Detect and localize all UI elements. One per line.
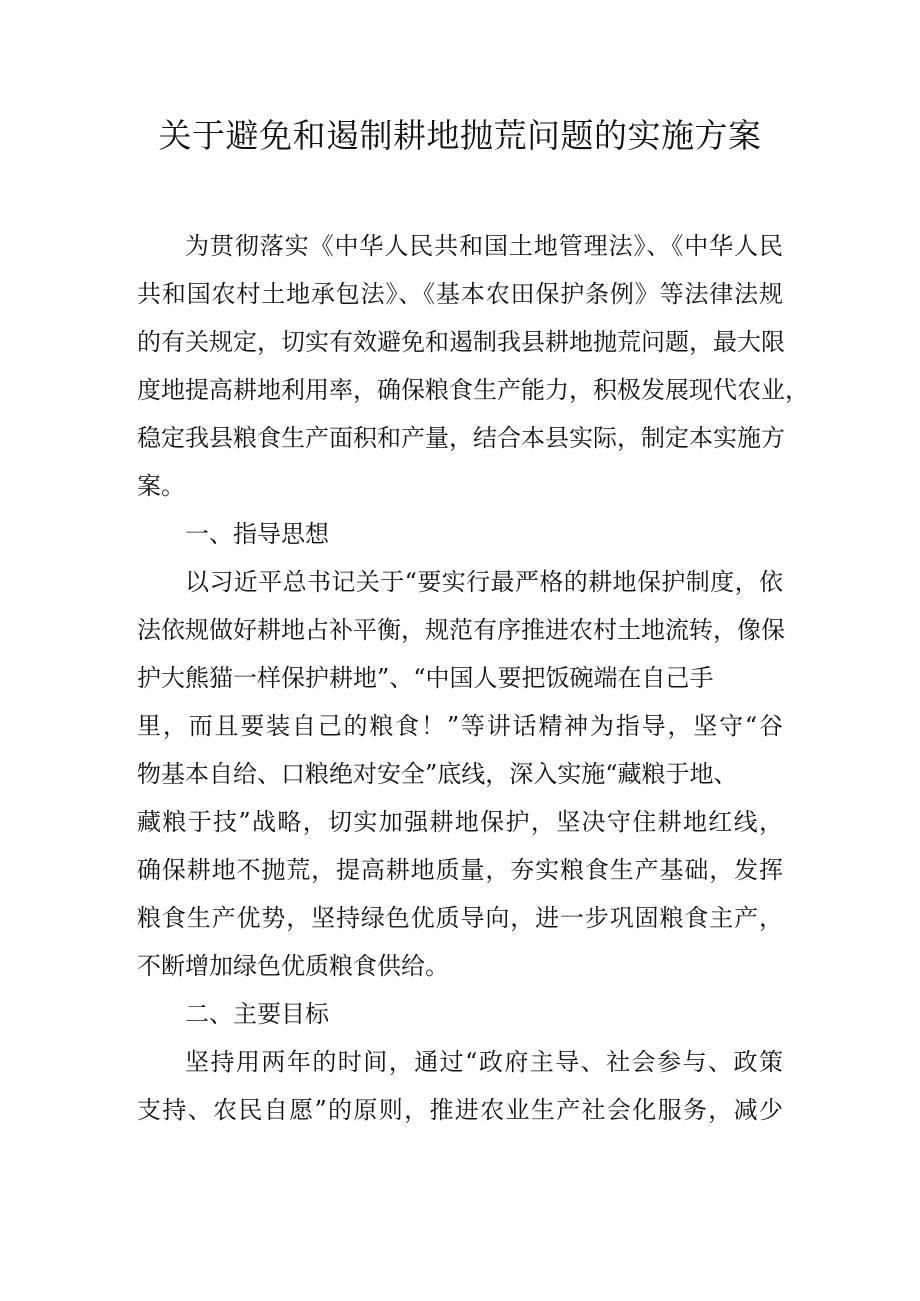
paragraph-line: 度地提高耕地利用率，确保粮食生产能力，积极发展现代农业， (137, 376, 809, 404)
guiding-ideology-paragraph (137, 558, 783, 990)
paragraph-line: 不断增加绿色优质粮食供给。 (137, 952, 449, 980)
paragraph-line: 里，而且要装自己的粮食！”等讲话精神为指导，坚守“谷 (137, 712, 783, 740)
main-goals-paragraph (137, 1038, 783, 1134)
paragraph-line: 稳定我县粮食生产面积和产量，结合本县实际，制定本实施方 (137, 424, 785, 452)
section-heading-main-goals: 二、主要目标 (185, 1000, 329, 1028)
paragraph-line: 案。 (137, 472, 185, 500)
paragraph-line: 粮食生产优势，坚持绿色优质导向，进一步巩固粮食主产， (137, 904, 783, 932)
paragraph-line: 共和国农村土地承包法》、《基本农田保护条例》等法律法规 (137, 280, 783, 308)
paragraph-line: 为贯彻落实《中华人民共和国土地管理法》、《中华人民 (185, 232, 783, 260)
paragraph-line: 确保耕地不抛荒，提高耕地质量，夯实粮食生产基础，发挥 (137, 856, 783, 884)
paragraph-line: 法依规做好耕地占补平衡，规范有序推进农村土地流转，像保 (137, 616, 785, 644)
intro-paragraph (137, 222, 809, 510)
document-body (137, 222, 809, 1134)
document-title: 关于避免和遏制耕地抛荒问题的实施方案 (158, 116, 762, 155)
paragraph-line: 以习近平总书记关于“要实行最严格的耕地保护制度，依 (185, 568, 783, 596)
section-heading-guiding-ideology: 一、指导思想 (185, 520, 329, 548)
paragraph-line: 护大熊猫一样保护耕地”、“中国人要把饭碗端在自己手 (137, 664, 714, 692)
paragraph-line: 物基本自给、口粮绝对安全”底线，深入实施“藏粮于地、 (137, 760, 738, 788)
paragraph-line: 支持、农民自愿”的原则，推进农业生产社会化服务，减少 (137, 1096, 783, 1124)
paragraph-line: 的有关规定，切实有效避免和遏制我县耕地抛荒问题，最大限 (137, 328, 785, 356)
paragraph-line: 藏粮于技”战略，切实加强耕地保护，坚决守住耕地红线， (137, 808, 783, 836)
paragraph-line: 坚持用两年的时间，通过“政府主导、社会参与、政策 (185, 1048, 783, 1076)
